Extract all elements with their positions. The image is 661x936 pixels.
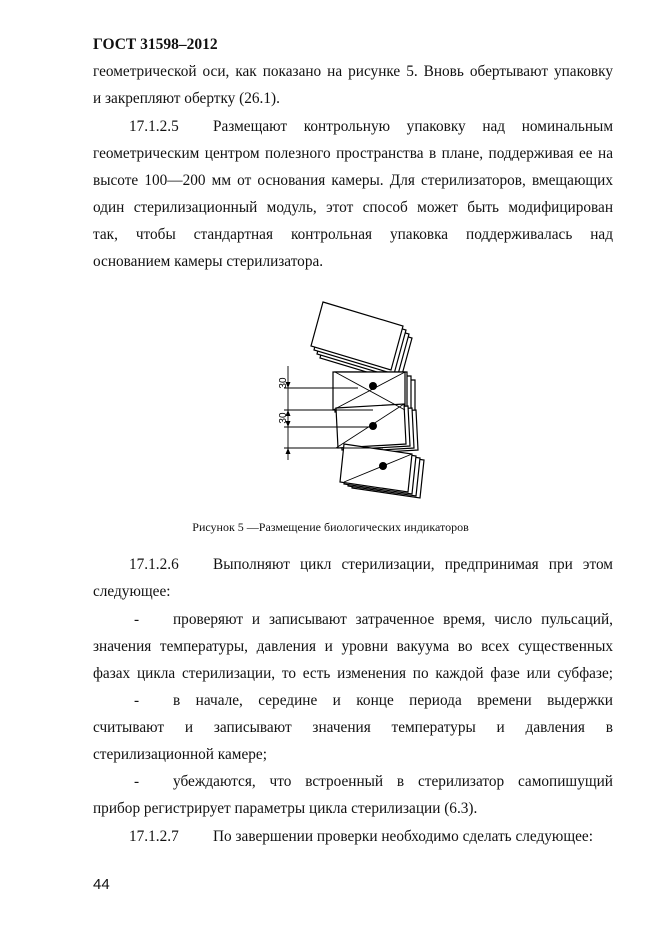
paragraph-line: один стерилизационный модуль, этот способ может быть модифицирован [93, 199, 613, 216]
figure-5-diagram [270, 300, 440, 505]
paragraph-line: геометрической оси, как показано на рисунке 5. Вновь обертывают упаковку [93, 63, 613, 80]
paragraph-line: так, чтобы стандартная контрольная упаковка поддерживалась над [93, 226, 613, 243]
list-item-line: фазах цикла стерилизации, то есть изменения по каждой фазе или субфазе; [93, 665, 613, 682]
list-item-line: прибор регистрирует параметры цикла стерилизации (6.3). [93, 800, 478, 817]
paragraph-line: высоте 100—200 мм от основания камеры. Для стерилизаторов, вмещающих [93, 172, 613, 189]
paragraph-line: основанием камеры стерилизатора. [93, 253, 324, 270]
section-number: 17.1.2.6 [129, 556, 179, 573]
list-item-line: проверяют и записывают затраченное время, число пульсаций, [173, 611, 613, 628]
list-item-line: стерилизационной камере; [93, 746, 267, 763]
paragraph-line: Размещают контрольную упаковку над номинальным [213, 118, 613, 135]
paragraph-line: Выполняют цикл стерилизации, предпринимая при этом [213, 556, 613, 573]
section-number: 17.1.2.5 [129, 118, 179, 135]
document-header: ГОСТ 31598–2012 [93, 36, 218, 53]
list-item-line: считывают и записывают значения температуры и давления в [93, 719, 613, 736]
list-bullet: - [134, 611, 140, 628]
page-number: 44 [93, 876, 110, 893]
section-number: 17.1.2.7 [129, 828, 179, 845]
dimension-label: 30 [278, 377, 289, 389]
list-item-line: убеждаются, что встроенный в стерилизатор самопишущий [173, 773, 613, 790]
paragraph-line: По завершении проверки необходимо сделать следующее: [213, 828, 593, 845]
dimension-label: 30 [278, 412, 289, 424]
list-item-line: в начале, середине и конце периода времени выдержки [173, 692, 613, 709]
list-bullet: - [134, 773, 140, 790]
paragraph-line: геометрическим центром полезного пространства в плане, поддерживая ее на [93, 145, 613, 162]
figure-caption: Рисунок 5 —Размещение биологических индикаторов [192, 520, 469, 534]
list-item-line: значения температуры, давления и уровни вакуума во всех существенных [93, 638, 613, 655]
list-bullet: - [134, 692, 140, 709]
paragraph-line: и закрепляют обертку (26.1). [93, 90, 280, 107]
paragraph-line: следующее: [93, 583, 171, 600]
